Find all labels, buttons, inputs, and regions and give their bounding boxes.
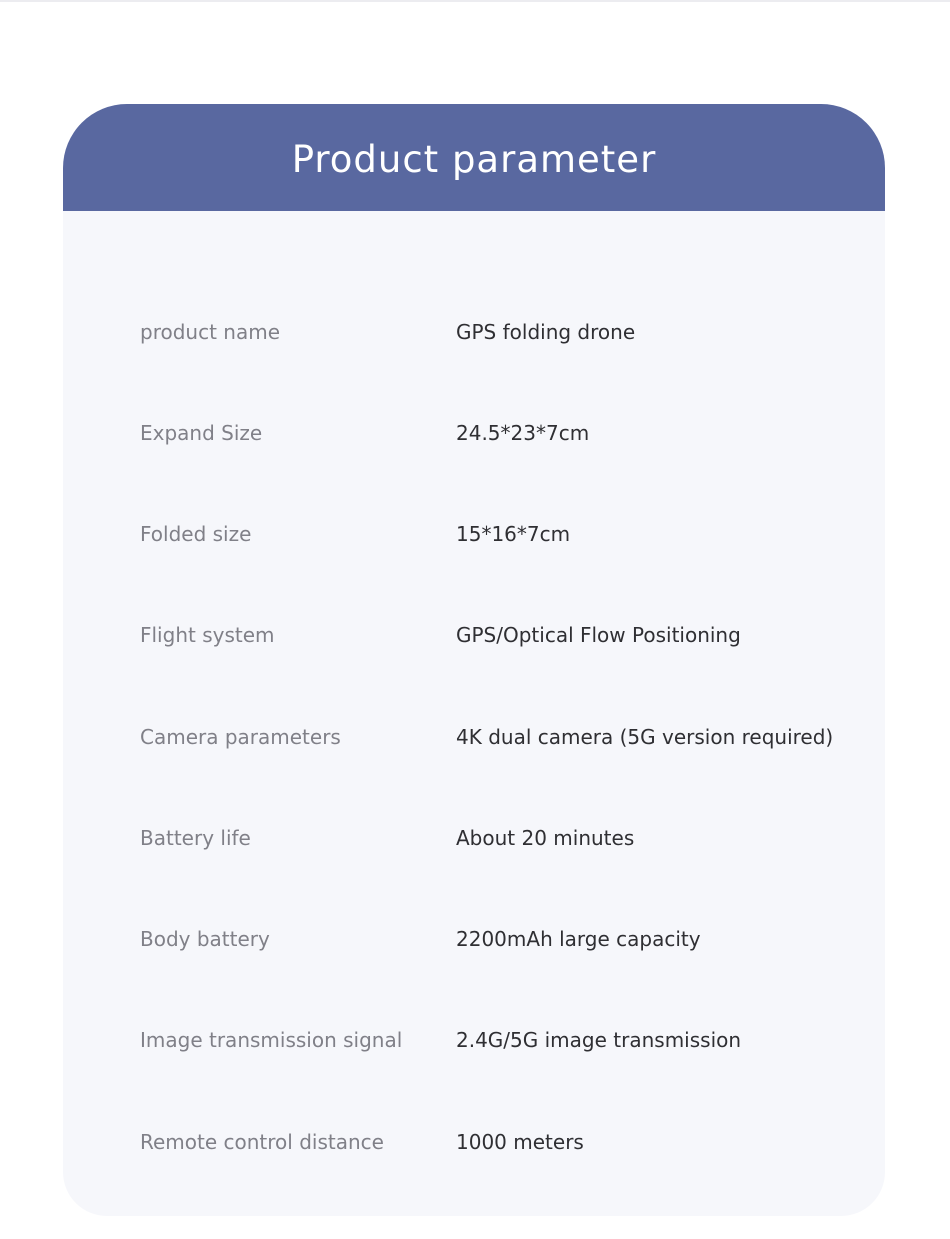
param-row-body-battery bbox=[63, 927, 885, 967]
param-value: 4K dual camera (5G version required) bbox=[456, 725, 834, 749]
product-parameter-card bbox=[63, 104, 885, 1216]
param-value: 2.4G/5G image transmission bbox=[456, 1028, 742, 1052]
param-row-camera-parameters bbox=[63, 725, 885, 765]
param-label: product name bbox=[140, 320, 280, 344]
param-value: 24.5*23*7cm bbox=[456, 421, 590, 445]
param-label: Flight system bbox=[140, 623, 275, 647]
top-divider bbox=[0, 0, 950, 2]
param-value: About 20 minutes bbox=[456, 826, 635, 850]
param-row-expand-size bbox=[63, 421, 885, 461]
param-row-battery-life bbox=[63, 826, 885, 866]
param-label: Expand Size bbox=[140, 421, 263, 445]
param-label: Image transmission signal bbox=[140, 1028, 403, 1052]
param-row-folded-size bbox=[63, 522, 885, 562]
param-value: GPS/Optical Flow Positioning bbox=[456, 623, 741, 647]
param-value: 2200mAh large capacity bbox=[456, 927, 701, 951]
param-value: 15*16*7cm bbox=[456, 522, 571, 546]
param-row-flight-system bbox=[63, 623, 885, 663]
param-value: GPS folding drone bbox=[456, 320, 636, 344]
param-row-remote-control-distance bbox=[63, 1130, 885, 1170]
param-label: Remote control distance bbox=[140, 1130, 384, 1154]
param-row-image-transmission bbox=[63, 1028, 885, 1068]
card-title: Product parameter bbox=[291, 138, 657, 181]
param-label: Body battery bbox=[140, 927, 270, 951]
card-header bbox=[63, 104, 885, 211]
param-value: 1000 meters bbox=[456, 1130, 584, 1154]
param-row-product-name bbox=[63, 320, 885, 360]
param-label: Camera parameters bbox=[140, 725, 341, 749]
param-label: Battery life bbox=[140, 826, 251, 850]
param-label: Folded size bbox=[140, 522, 252, 546]
